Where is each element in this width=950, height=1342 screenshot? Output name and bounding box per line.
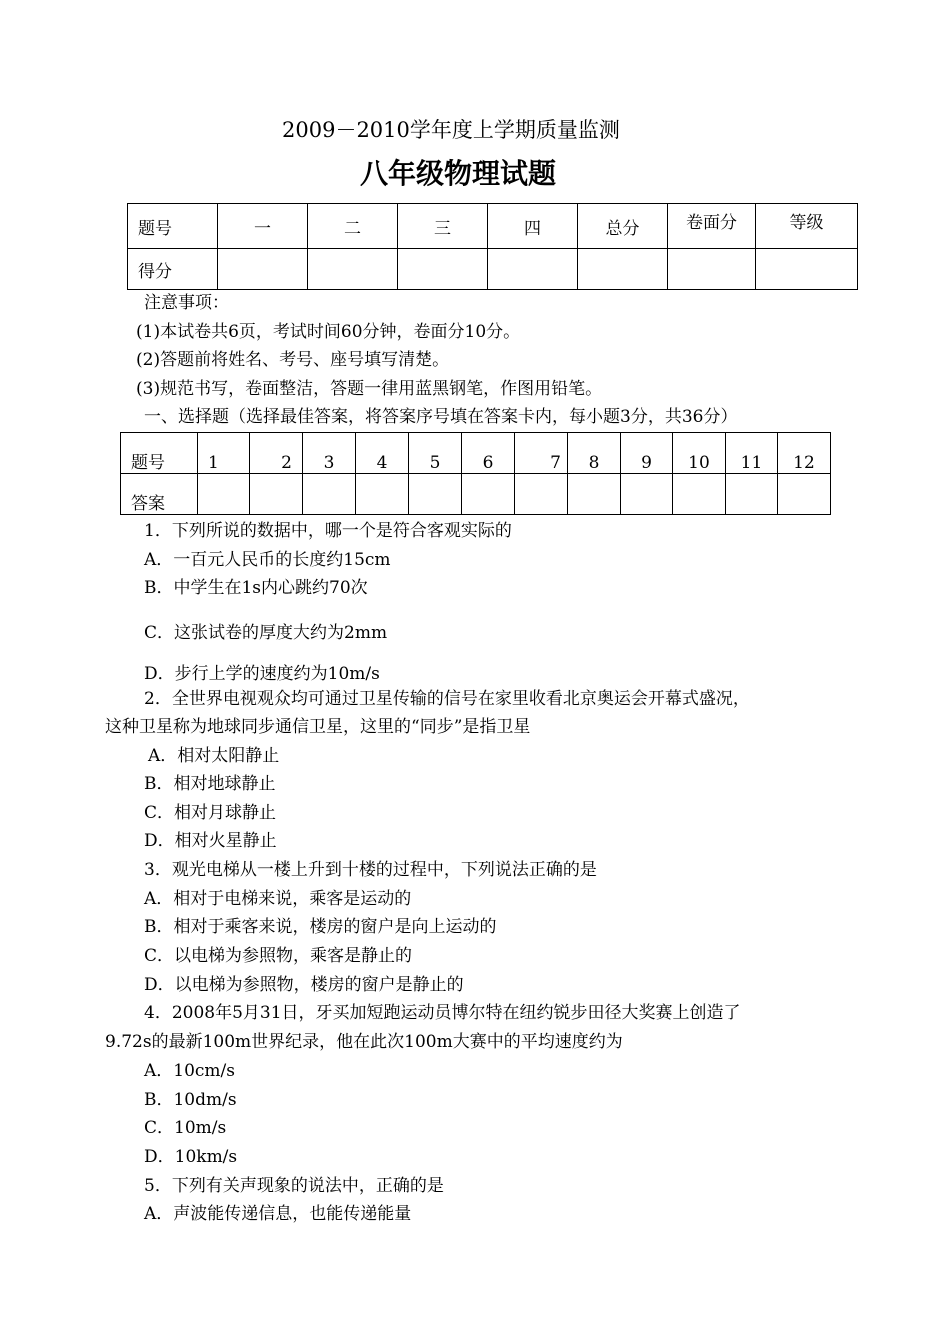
question-option: D．步行上学的速度约为10m/s xyxy=(144,664,380,684)
question-option: C．10m/s xyxy=(144,1118,227,1138)
question-option: C．以电梯为参照物，乘客是静止的 xyxy=(144,946,413,966)
note-item: (1)本试卷共6页，考试时间60分钟，卷面分10分。 xyxy=(136,322,521,342)
question-option: D．以电梯为参照物，楼房的窗户是静止的 xyxy=(144,975,464,995)
question-option: B．中学生在1s内心跳约70次 xyxy=(144,578,368,598)
question-option: D．10km/s xyxy=(144,1147,238,1167)
question-number-cell: 1 xyxy=(198,433,250,474)
question-option: D．相对火星静止 xyxy=(144,831,277,851)
answer-table-answer-row xyxy=(121,474,831,515)
answer-cell[interactable] xyxy=(515,474,568,515)
score-header-cell: 一 xyxy=(218,204,308,249)
question-option: A．相对太阳静止 xyxy=(148,746,280,766)
score-header-cell: 等级 xyxy=(756,204,858,249)
question-option: A．10cm/s xyxy=(144,1061,236,1081)
question-number-cell: 9 xyxy=(621,433,673,474)
score-cell[interactable] xyxy=(308,249,398,290)
score-header-cell: 三 xyxy=(398,204,488,249)
section-heading: 一、选择题（选择最佳答案，将答案序号填在答案卡内，每小题3分，共36分） xyxy=(144,407,738,427)
score-cell[interactable] xyxy=(756,249,858,290)
answer-cell[interactable] xyxy=(726,474,778,515)
answer-cell[interactable] xyxy=(409,474,462,515)
answer-cell[interactable] xyxy=(356,474,409,515)
answer-cell[interactable] xyxy=(621,474,673,515)
question-stem: 4．2008年5月31日，牙买加短跑运动员博尔特在纽约锐步田径大奖赛上创造了 xyxy=(144,1003,741,1023)
exam-title: 八年级物理试题 xyxy=(360,157,557,190)
answer-cell[interactable] xyxy=(198,474,250,515)
note-item: (2)答题前将姓名、考号、座号填写清楚。 xyxy=(136,350,450,370)
question-stem: 9.72s的最新100m世界纪录，他在此次100m大赛中的平均速度约为 xyxy=(105,1032,623,1052)
question-option: C．这张试卷的厚度大约为2mm xyxy=(144,623,388,643)
answer-cell[interactable] xyxy=(462,474,515,515)
question-option: B．10dm/s xyxy=(144,1090,237,1110)
question-number-cell: 11 xyxy=(726,433,778,474)
question-stem: 1．下列所说的数据中，哪一个是符合客观实际的 xyxy=(144,521,512,541)
note-item: (3)规范书写，卷面整洁，答题一律用蓝黑钢笔，作图用铅笔。 xyxy=(136,379,603,399)
score-cell[interactable] xyxy=(668,249,756,290)
question-stem: 2．全世界电视观众均可通过卫星传输的信号在家里收看北京奥运会开幕式盛况， xyxy=(144,689,750,709)
exam-subtitle: 2009－2010学年度上学期质量监测 xyxy=(282,118,620,142)
question-number-cell: 7 xyxy=(515,433,568,474)
answer-cell[interactable] xyxy=(568,474,621,515)
answer-cell[interactable] xyxy=(673,474,726,515)
question-option: A．相对于电梯来说，乘客是运动的 xyxy=(144,889,412,909)
question-number-cell: 8 xyxy=(568,433,621,474)
answer-row-label: 答案 xyxy=(121,474,198,515)
score-cell[interactable] xyxy=(218,249,308,290)
score-header-cell: 总分 xyxy=(578,204,668,249)
question-stem: 5．下列有关声现象的说法中，正确的是 xyxy=(144,1176,444,1196)
question-number-cell: 12 xyxy=(778,433,831,474)
score-header-cell: 卷面分 xyxy=(668,204,756,249)
question-stem: 这种卫星称为地球同步通信卫星，这里的“同步”是指卫星 xyxy=(105,717,531,737)
answer-cell[interactable] xyxy=(250,474,303,515)
question-number-cell: 5 xyxy=(409,433,462,474)
score-table xyxy=(127,203,858,290)
question-number-cell: 6 xyxy=(462,433,515,474)
answer-table-number-row xyxy=(121,433,831,474)
score-table-score-row xyxy=(128,249,858,290)
score-cell[interactable] xyxy=(578,249,668,290)
question-option: A．声波能传递信息，也能传递能量 xyxy=(144,1204,412,1224)
score-header-cell: 二 xyxy=(308,204,398,249)
question-number-cell: 10 xyxy=(673,433,726,474)
question-number-cell: 3 xyxy=(303,433,356,474)
answer-cell[interactable] xyxy=(303,474,356,515)
question-option: A．一百元人民币的长度约15cm xyxy=(144,550,391,570)
notes-heading: 注意事项： xyxy=(144,293,229,313)
score-header-cell: 四 xyxy=(488,204,578,249)
question-option: B．相对地球静止 xyxy=(144,774,276,794)
score-cell[interactable] xyxy=(488,249,578,290)
question-number-cell: 2 xyxy=(250,433,303,474)
answer-row-label: 题号 xyxy=(121,433,198,474)
answer-cell[interactable] xyxy=(778,474,831,515)
answer-table xyxy=(120,432,831,515)
score-table-header-row xyxy=(128,204,858,249)
question-option: B．相对于乘客来说，楼房的窗户是向上运动的 xyxy=(144,917,497,937)
score-row-label: 得分 xyxy=(128,249,218,290)
question-option: C．相对月球静止 xyxy=(144,803,277,823)
question-number-cell: 4 xyxy=(356,433,409,474)
score-header-cell: 题号 xyxy=(128,204,218,249)
score-cell[interactable] xyxy=(398,249,488,290)
question-stem: 3．观光电梯从一楼上升到十楼的过程中，下列说法正确的是 xyxy=(144,860,597,880)
